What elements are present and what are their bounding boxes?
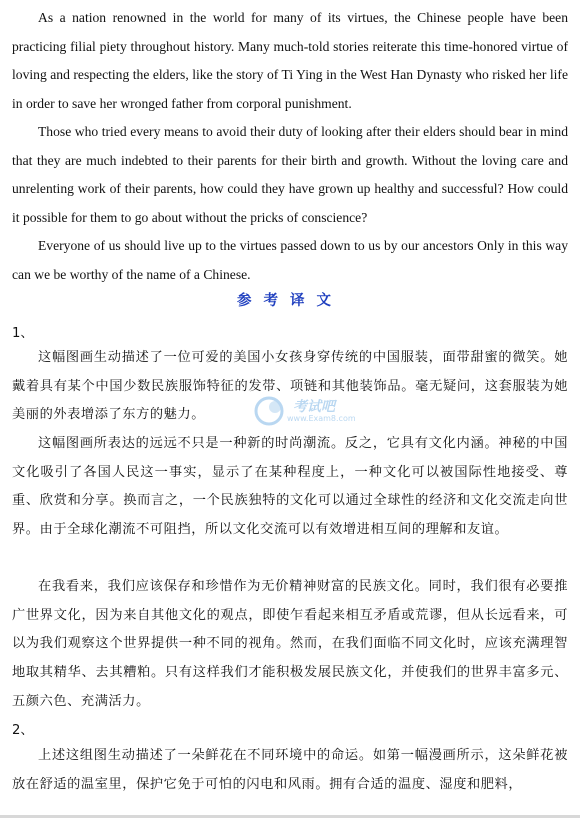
english-paragraph-1 bbox=[0, 4, 580, 118]
english-paragraph-3 bbox=[0, 232, 580, 289]
chinese-paragraph-3: 在我看来，我们应该保存和珍惜作为无价精神财富的民族文化。同时，我们很有必要推广世界文化，因为来自其他文化的观点，即使乍看起来相互矛盾或荒谬，但从长远看来，可以为我们观察这个世界提供一种不同的视角。然而，在我们面临不同文化时，应该充满理智地取其精华、去其糟粕。只有这样我们才能积极发展民族文化，并使我们的世界丰富多元、五颜六色、充满活力。 bbox=[12, 579, 568, 709]
chinese-paragraph-4: 上述这组图生动描述了一朵鲜花在不同环境中的命运。如第一幅漫画所示，这朵鲜花被放在舒适的温室里，保护它免于可怕的闪电和风雨。拥有合适的温度、湿度和肥料， bbox=[12, 748, 568, 792]
chinese-paragraph-1: 这幅图画生动描述了一位可爱的美国小女孩身穿传统的中国服装，面带甜蜜的微笑。她戴着具有某个中国少数民族服饰特征的发带、项链和其他装饰品。毫无疑问，这套服装为她美丽的外表增添了东方的魅力。 bbox=[12, 350, 568, 423]
watermark-url: www.Exam8.com bbox=[287, 414, 356, 423]
section-1-number: 1、 bbox=[12, 326, 34, 341]
chinese-paragraph-2: 这幅图画所表达的远远不只是一种新的时尚潮流。反之，它具有文化内涵。神秘的中国文化吸引了各国人民这一事实，显示了在某种程度上，一种文化可以被国际性地接受、尊重、欣赏和分享。换而言之，一个民族独特的文化可以通过全球性的经济和文化交流走向世界。由于全球化潮流不可阻挡，所以文化交流可以有效增进相互间的理解和友谊。 bbox=[12, 436, 568, 538]
english-paragraph-2 bbox=[0, 118, 580, 232]
watermark-text: 考试吧 bbox=[293, 399, 335, 415]
section-2-number: 2、 bbox=[12, 723, 34, 738]
english-paragraph-2-text: Those who tried every means to avoid their duty of looking after their elders should bear in mind that they are much indebted to their parents for their birth and growth. Without the loving care and unrelenting work of their parents, how could they have grown up healthy and successful? How could it possible for them to go about without the pricks of conscience? bbox=[12, 124, 568, 225]
english-paragraph-1-text: As a nation renowned in the world for many of its virtues, the Chinese people have been practicing filial piety throughout history. Many much-told stories reiterate this time-honored virtue of loving and respecting the elders, like the story of Ti Ying in the West Han Dynasty who risked her life in order to save her wronged father from corporal punishment. bbox=[12, 10, 568, 111]
english-paragraph-3-text: Everyone of us should live up to the virtues passed down to us by our ancestors Only in this way can we be worthy of the name of a Chinese. bbox=[12, 238, 568, 282]
reference-translation-heading: 参考译文 bbox=[237, 293, 343, 309]
